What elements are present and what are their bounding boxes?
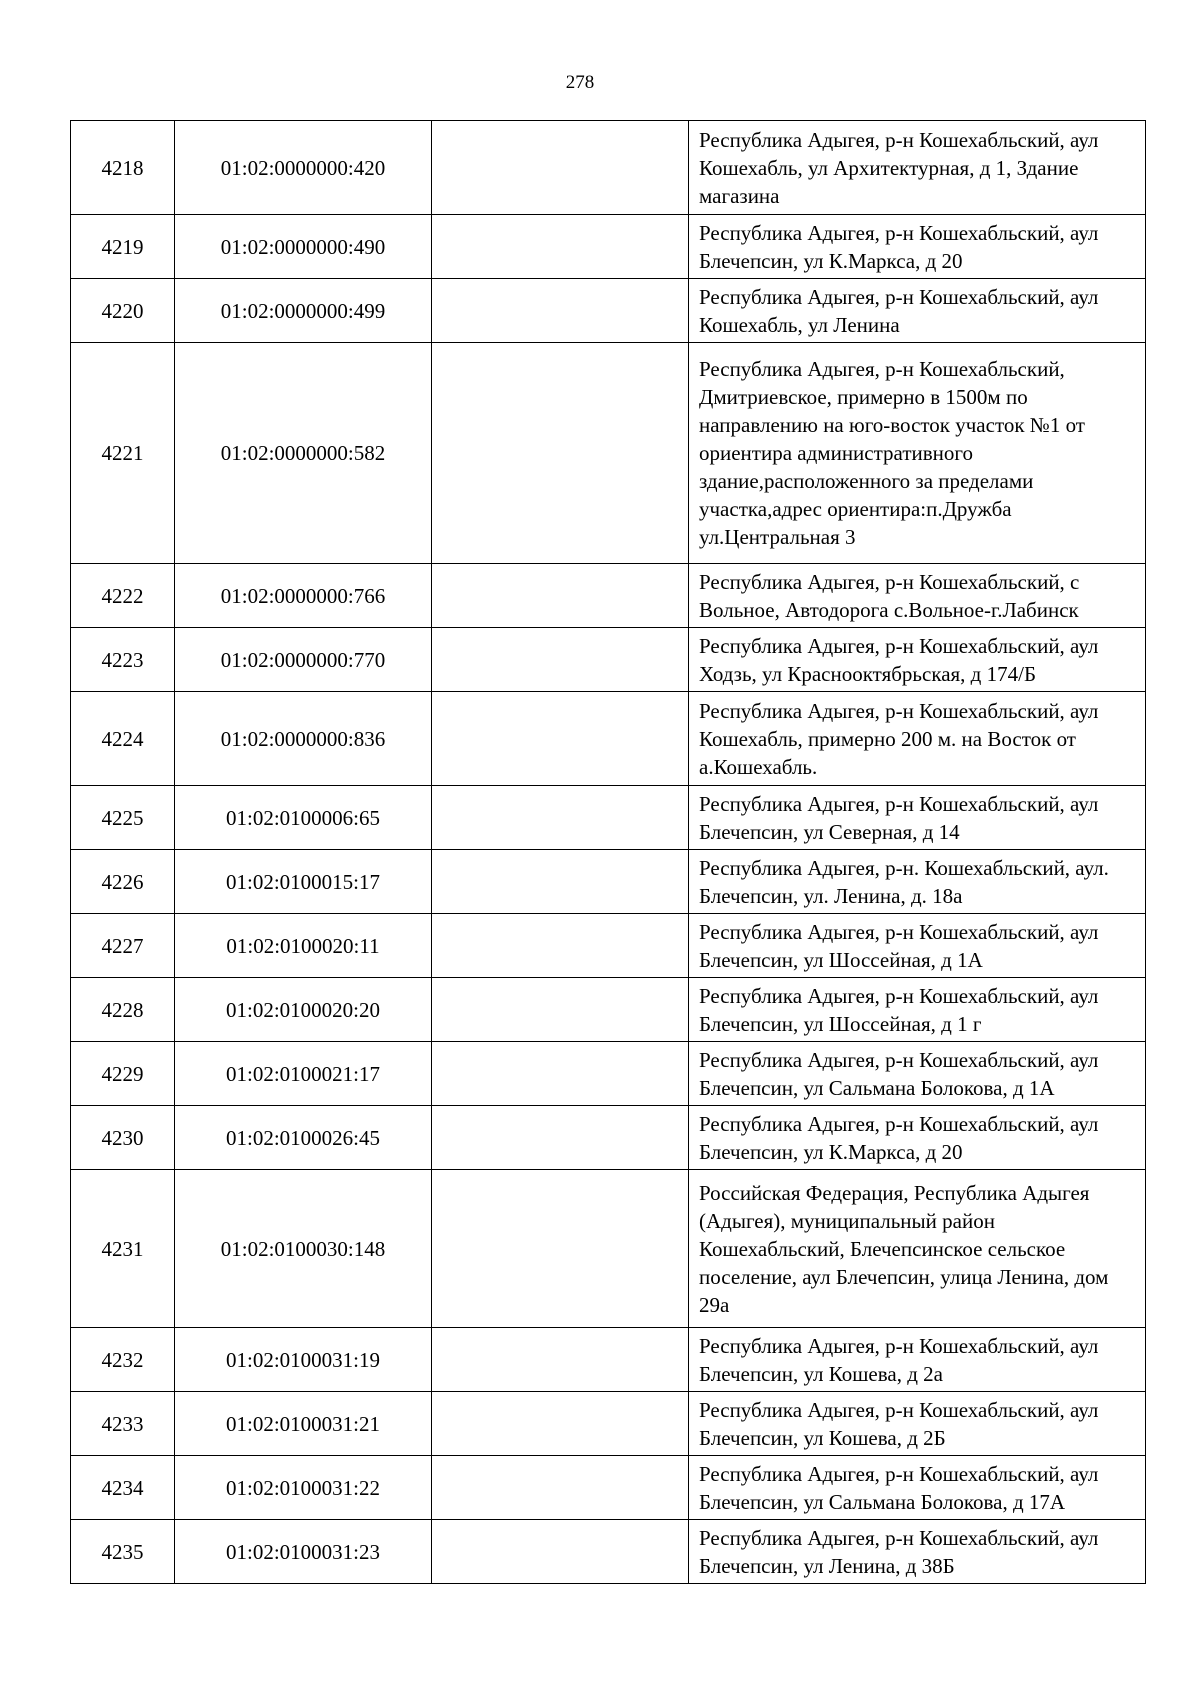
empty-cell — [432, 914, 689, 978]
row-number: 4221 — [71, 343, 175, 564]
table-row — [71, 1170, 1146, 1328]
property-registry-table — [70, 120, 1146, 1584]
row-number: 4229 — [71, 1042, 175, 1106]
table-row — [71, 1456, 1146, 1520]
table-row — [71, 692, 1146, 786]
address: Республика Адыгея, р-н Кошехабльский, аул Кошехабль, примерно 200 м. на Восток от а.Кошехабль. — [689, 692, 1146, 786]
row-number: 4219 — [71, 215, 175, 279]
cadastral-number: 01:02:0100031:23 — [175, 1520, 432, 1584]
empty-cell — [432, 1520, 689, 1584]
empty-cell — [432, 279, 689, 343]
cadastral-number: 01:02:0100006:65 — [175, 786, 432, 850]
empty-cell — [432, 1456, 689, 1520]
cadastral-number: 01:02:0000000:836 — [175, 692, 432, 786]
row-number: 4226 — [71, 850, 175, 914]
cadastral-number: 01:02:0100030:148 — [175, 1170, 432, 1328]
address: Республика Адыгея, р-н Кошехабльский, Дмитриевское, примерно в 1500м по направлению на юго-восток участок №1 от ориентира административного здание,расположенного за пределами участка,адрес ориентира:п.Дружба ул.Центральная 3 — [689, 343, 1146, 564]
table-row — [71, 1042, 1146, 1106]
empty-cell — [432, 628, 689, 692]
row-number: 4225 — [71, 786, 175, 850]
address: Республика Адыгея, р-н Кошехабльский, аул Блечепсин, ул Кошева, д 2Б — [689, 1392, 1146, 1456]
row-number: 4231 — [71, 1170, 175, 1328]
row-number: 4228 — [71, 978, 175, 1042]
row-number: 4230 — [71, 1106, 175, 1170]
address: Республика Адыгея, р-н Кошехабльский, с Вольное, Автодорога с.Вольное-г.Лабинск — [689, 564, 1146, 628]
row-number: 4234 — [71, 1456, 175, 1520]
cadastral-number: 01:02:0100020:11 — [175, 914, 432, 978]
row-number: 4232 — [71, 1328, 175, 1392]
row-number: 4235 — [71, 1520, 175, 1584]
address: Республика Адыгея, р-н Кошехабльский, аул Кошехабль, ул Архитектурная, д 1, Здание магазина — [689, 121, 1146, 215]
row-number: 4233 — [71, 1392, 175, 1456]
table-row — [71, 914, 1146, 978]
cadastral-number: 01:02:0000000:770 — [175, 628, 432, 692]
address: Республика Адыгея, р-н Кошехабльский, аул Блечепсин, ул К.Маркса, д 20 — [689, 1106, 1146, 1170]
table-row — [71, 564, 1146, 628]
table-row — [71, 786, 1146, 850]
empty-cell — [432, 786, 689, 850]
empty-cell — [432, 121, 689, 215]
address: Республика Адыгея, р-н Кошехабльский, аул Блечепсин, ул Шоссейная, д 1А — [689, 914, 1146, 978]
empty-cell — [432, 1042, 689, 1106]
empty-cell — [432, 343, 689, 564]
table-row — [71, 215, 1146, 279]
cadastral-number: 01:02:0100021:17 — [175, 1042, 432, 1106]
empty-cell — [432, 564, 689, 628]
address: Республика Адыгея, р-н Кошехабльский, аул Блечепсин, ул К.Маркса, д 20 — [689, 215, 1146, 279]
empty-cell — [432, 215, 689, 279]
row-number: 4222 — [71, 564, 175, 628]
address: Республика Адыгея, р-н Кошехабльский, аул Блечепсин, ул Ленина, д 38Б — [689, 1520, 1146, 1584]
empty-cell — [432, 850, 689, 914]
cadastral-number: 01:02:0100031:21 — [175, 1392, 432, 1456]
cadastral-number: 01:02:0100015:17 — [175, 850, 432, 914]
empty-cell — [432, 978, 689, 1042]
row-number: 4227 — [71, 914, 175, 978]
address: Республика Адыгея, р-н. Кошехабльский, аул. Блечепсин, ул. Ленина, д. 18а — [689, 850, 1146, 914]
cadastral-number: 01:02:0100026:45 — [175, 1106, 432, 1170]
address: Республика Адыгея, р-н Кошехабльский, аул Кошехабль, ул Ленина — [689, 279, 1146, 343]
table-row — [71, 978, 1146, 1042]
empty-cell — [432, 1170, 689, 1328]
table-row — [71, 279, 1146, 343]
cadastral-number: 01:02:0000000:766 — [175, 564, 432, 628]
row-number: 4218 — [71, 121, 175, 215]
address: Республика Адыгея, р-н Кошехабльский, аул Блечепсин, ул Шоссейная, д 1 г — [689, 978, 1146, 1042]
cadastral-number: 01:02:0000000:490 — [175, 215, 432, 279]
table-row — [71, 628, 1146, 692]
row-number: 4224 — [71, 692, 175, 786]
address: Республика Адыгея, р-н Кошехабльский, аул Блечепсин, ул Сальмана Болокова, д 1А — [689, 1042, 1146, 1106]
address: Республика Адыгея, р-н Кошехабльский, аул Блечепсин, ул Кошева, д 2а — [689, 1328, 1146, 1392]
empty-cell — [432, 1392, 689, 1456]
table-row — [71, 343, 1146, 564]
cadastral-number: 01:02:0000000:499 — [175, 279, 432, 343]
table-row — [71, 1106, 1146, 1170]
address: Республика Адыгея, р-н Кошехабльский, аул Блечепсин, ул Сальмана Болокова, д 17А — [689, 1456, 1146, 1520]
table-row — [71, 1520, 1146, 1584]
cadastral-number: 01:02:0100020:20 — [175, 978, 432, 1042]
empty-cell — [432, 692, 689, 786]
address: Российская Федерация, Республика Адыгея (Адыгея), муниципальный район Кошехабльский, Блечепсинское сельское поселение, аул Блечепсин, улица Ленина, дом 29а — [689, 1170, 1146, 1328]
table-row — [71, 121, 1146, 215]
cadastral-number: 01:02:0100031:22 — [175, 1456, 432, 1520]
cadastral-number: 01:02:0000000:420 — [175, 121, 432, 215]
row-number: 4220 — [71, 279, 175, 343]
page-number: 278 — [565, 72, 595, 93]
empty-cell — [432, 1106, 689, 1170]
address: Республика Адыгея, р-н Кошехабльский, аул Ходзь, ул Краснооктябрьская, д 174/Б — [689, 628, 1146, 692]
cadastral-number: 01:02:0000000:582 — [175, 343, 432, 564]
table-row — [71, 850, 1146, 914]
table-row — [71, 1328, 1146, 1392]
cadastral-number: 01:02:0100031:19 — [175, 1328, 432, 1392]
address: Республика Адыгея, р-н Кошехабльский, аул Блечепсин, ул Северная, д 14 — [689, 786, 1146, 850]
row-number: 4223 — [71, 628, 175, 692]
empty-cell — [432, 1328, 689, 1392]
table-row — [71, 1392, 1146, 1456]
